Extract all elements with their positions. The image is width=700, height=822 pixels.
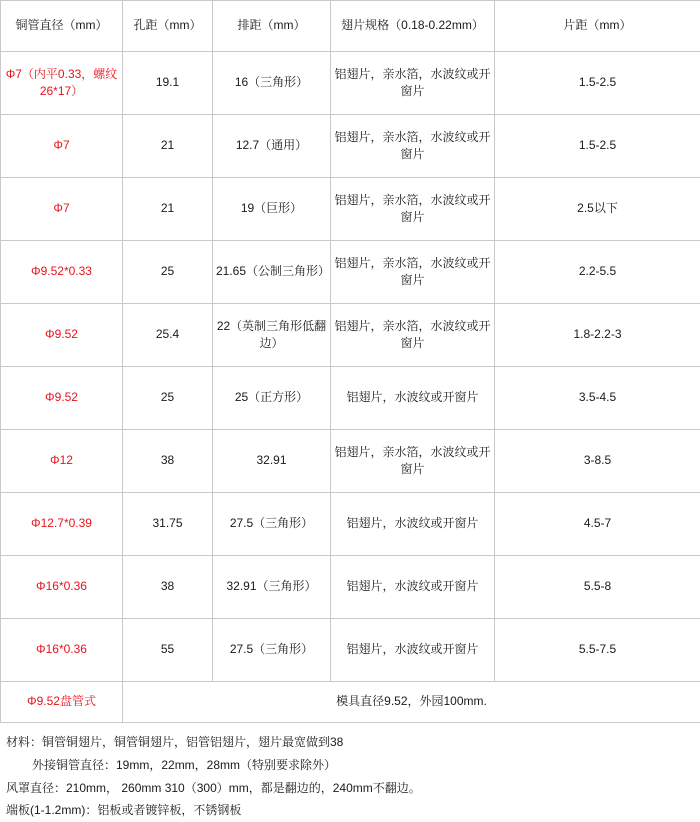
table-header-row [1, 1, 700, 52]
cell-fin-spec: 铝翅片，亲水箔，水波纹或开窗片 [331, 178, 495, 241]
cell-diameter: Φ9.52 [1, 304, 123, 367]
cell-row-pitch: 22（英制三角形低翻边） [213, 304, 331, 367]
table-row [1, 556, 700, 619]
cell-hole-pitch: 25 [123, 241, 213, 304]
cell-fin-pitch: 2.2-5.5 [495, 241, 700, 304]
footer-pipe-line: 外接铜管直径：19mm，22mm，28mm（特别要求除外） [6, 754, 694, 777]
cell-row-pitch: 27.5（三角形） [213, 619, 331, 682]
cell-fin-spec: 铝翅片，水波纹或开窗片 [331, 493, 495, 556]
cell-diameter: Φ12.7*0.39 [1, 493, 123, 556]
table-row [1, 241, 700, 304]
cell-row-pitch: 19（巨形） [213, 178, 331, 241]
cell-fin-pitch: 1.8-2.2-3 [495, 304, 700, 367]
cell-hole-pitch: 25.4 [123, 304, 213, 367]
cell-row-pitch: 12.7（通用） [213, 115, 331, 178]
footer-endplate-line: 端板(1-1.2mm)：铝板或者镀锌板，不锈钢板 [6, 799, 694, 822]
table-row [1, 178, 700, 241]
cell-hole-pitch: 38 [123, 556, 213, 619]
cell-hole-pitch: 19.1 [123, 52, 213, 115]
cell-row-pitch: 21.65（公制三角形） [213, 241, 331, 304]
table-row [1, 367, 700, 430]
column-header-row-pitch: 排距（mm） [213, 1, 331, 52]
footer-shroud-line: 风罩直径：210mm， 260mm 310（300）mm，都是翻边的，240mm不翻边。 [6, 777, 694, 800]
cell-fin-spec: 铝翅片，水波纹或开窗片 [331, 367, 495, 430]
table-row [1, 619, 700, 682]
cell-row-pitch: 27.5（三角形） [213, 493, 331, 556]
cell-diameter: Φ7 [1, 178, 123, 241]
table-body [1, 52, 700, 723]
table-row [1, 304, 700, 367]
cell-row-pitch: 16（三角形） [213, 52, 331, 115]
table-header [1, 1, 700, 52]
cell-hole-pitch: 31.75 [123, 493, 213, 556]
column-header-fin-spec: 翅片规格（0.18-0.22mm） [331, 1, 495, 52]
table-row [1, 115, 700, 178]
cell-fin-spec: 铝翅片，水波纹或开窗片 [331, 556, 495, 619]
cell-fin-spec: 铝翅片，亲水箔，水波纹或开窗片 [331, 241, 495, 304]
cell-fin-pitch: 3.5-4.5 [495, 367, 700, 430]
cell-hole-pitch: 38 [123, 430, 213, 493]
footer-material-line: 材料：铜管铜翅片，铜管铜翅片，铝管铝翅片，翅片最宽做到38 [6, 731, 694, 754]
cell-diameter: Φ9.52*0.33 [1, 241, 123, 304]
table-row [1, 52, 700, 115]
cell-fin-pitch: 1.5-2.5 [495, 52, 700, 115]
table-row [1, 430, 700, 493]
cell-fin-spec: 铝翅片，水波纹或开窗片 [331, 619, 495, 682]
cell-fin-pitch: 5.5-8 [495, 556, 700, 619]
column-header-fin-pitch: 片距（mm） [495, 1, 700, 52]
cell-hole-pitch: 21 [123, 178, 213, 241]
cell-fin-pitch: 3-8.5 [495, 430, 700, 493]
cell-fin-spec: 铝翅片，亲水箔，水波纹或开窗片 [331, 304, 495, 367]
cell-row-pitch: 25（正方形） [213, 367, 331, 430]
cell-hole-pitch: 21 [123, 115, 213, 178]
cell-diameter: Φ9.52 [1, 367, 123, 430]
cell-diameter: Φ16*0.36 [1, 556, 123, 619]
cell-fin-spec: 铝翅片，亲水箔，水波纹或开窗片 [331, 115, 495, 178]
cell-hole-pitch: 55 [123, 619, 213, 682]
cell-diameter: Φ16*0.36 [1, 619, 123, 682]
cell-row-pitch: 32.91（三角形） [213, 556, 331, 619]
cell-fin-pitch: 1.5-2.5 [495, 115, 700, 178]
cell-hole-pitch: 25 [123, 367, 213, 430]
cell-fin-pitch: 2.5以下 [495, 178, 700, 241]
cell-coil-note: 模具直径9.52，外园100mm. [123, 682, 700, 723]
footer-notes [0, 723, 700, 822]
column-header-hole-pitch: 孔距（mm） [123, 1, 213, 52]
cell-diameter: Φ7 [1, 115, 123, 178]
cell-fin-pitch: 4.5-7 [495, 493, 700, 556]
cell-diameter-coil: Φ9.52盘管式 [1, 682, 123, 723]
cell-diameter: Φ12 [1, 430, 123, 493]
cell-fin-spec: 铝翅片，亲水箔，水波纹或开窗片 [331, 430, 495, 493]
cell-fin-pitch: 5.5-7.5 [495, 619, 700, 682]
cell-fin-spec: 铝翅片，亲水箔，水波纹或开窗片 [331, 52, 495, 115]
cell-row-pitch: 32.91 [213, 430, 331, 493]
table-row-coil [1, 682, 700, 723]
cell-diameter: Φ7（内平0.33，螺纹26*17） [1, 52, 123, 115]
column-header-diameter: 铜管直径（mm） [1, 1, 123, 52]
table-row [1, 493, 700, 556]
